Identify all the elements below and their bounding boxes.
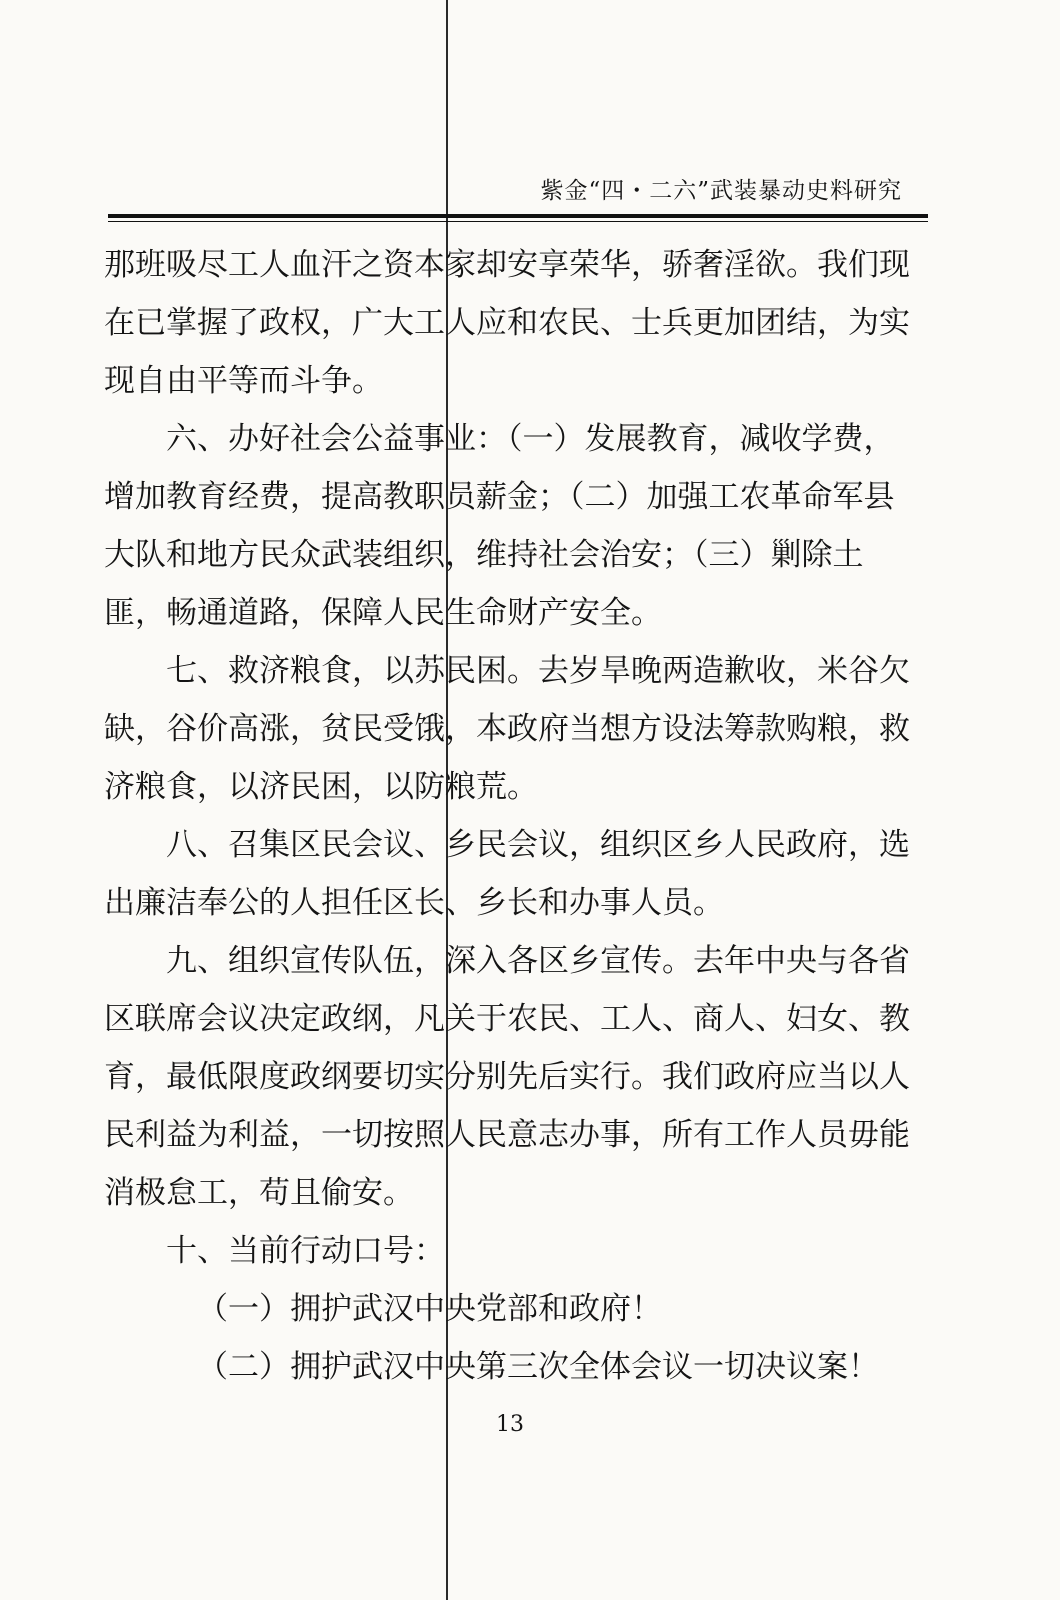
paragraph-item-10: 十、当前行动口号： [166,1233,445,1269]
paragraph-item-7: 七、救济粮食，以苏民困。去岁旱晚两造歉收，米谷欠缺，谷价高涨，贫民受饿，本政府当想方设法筹款购粮，救济粮食，以济民困，以防粮荒。 [104,653,910,805]
header-rule-thin [108,221,928,222]
slogan-1: （一）拥护武汉中央党部和政府！ [197,1291,662,1327]
slogan-2: （二）拥护武汉中央第三次全体会议一切决议案！ [197,1349,879,1385]
paragraph-continued: 那班吸尽工人血汗之资本家却安享荣华，骄奢淫欲。我们现在已掌握了政权，广大工人应和农民、士兵更加团结，为实现自由平等而斗争。 [104,247,910,399]
page-body [104,236,924,1396]
paragraph-item-9: 九、组织宣传队伍，深入各区乡宣传。去年中央与各省区联席会议决定政纲，凡关于农民、工人、商人、妇女、教育，最低限度政纲要切实分别先后实行。我们政府应当以人民利益为利益，一切按照人民意志办事，所有工作人员毋能消极怠工，苟且偷安。 [104,943,910,1211]
book-title: 紫金“四・二六”武装暴动史料研究 [540,178,902,204]
paragraph-item-8: 八、召集区民会议、乡民会议，组织区乡人民政府，选出廉洁奉公的人担任区长、乡长和办事人员。 [104,827,910,921]
running-header [108,176,928,222]
header-rule-thick [108,214,928,218]
paragraph-item-6: 六、办好社会公益事业：（一）发展教育，减收学费，增加教育经费，提高教职员薪金；（二）加强工农革命军县大队和地方民众武装组织，维持社会治安；（三）剿除土匪，畅通道路，保障人民生命财产安全。 [104,421,895,631]
page-number: 13 [496,1412,524,1437]
